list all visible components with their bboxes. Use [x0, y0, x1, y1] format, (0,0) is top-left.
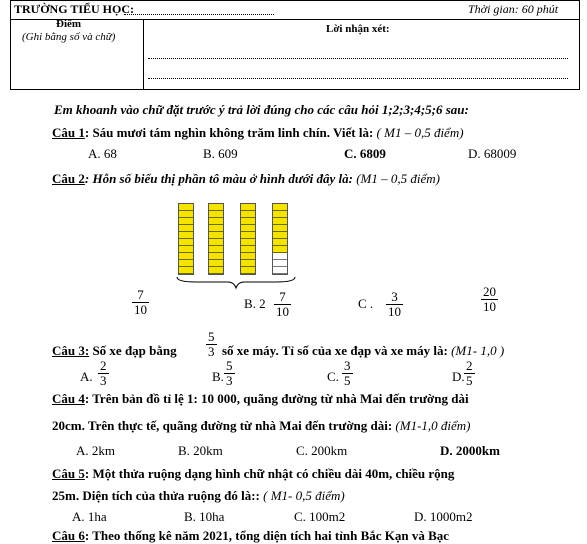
shaded-cell: [179, 211, 193, 218]
q5-label: Câu 5: [52, 466, 85, 481]
shaded-cell: [209, 225, 223, 232]
q4-option-c[interactable]: C. 200km: [296, 443, 348, 458]
q6-label: Câu 6: [52, 528, 85, 543]
q5-line2: 25m. Diện tích của thửa ruộng đó là::: [52, 488, 260, 503]
shaded-cell: [241, 225, 255, 232]
empty-cell: [273, 267, 287, 274]
shaded-cell: [179, 253, 193, 260]
score-subtitle: (Ghi bằng số và chữ): [22, 31, 116, 43]
question-5-line-1: [52, 466, 454, 482]
q2-option-b[interactable]: $\frac{7}{10}$: [276, 289, 289, 319]
school-label: TRƯỜNG TIỂU HỌC:: [14, 2, 135, 16]
q3-text-before: Số xe đạp bằng: [89, 343, 177, 358]
shaded-cell: [241, 239, 255, 246]
school-name-blank[interactable]: [124, 14, 274, 15]
shaded-cell: [179, 204, 193, 211]
q3-option-a[interactable]: $\frac{2}{3}$: [100, 358, 107, 388]
q2-option-b-prefix[interactable]: B. 2: [244, 296, 266, 311]
q2-text: : Hỗn số biểu thị phần tô màu ở hình dưới đây là:: [84, 171, 353, 186]
shaded-cell: [209, 246, 223, 253]
question-2: [52, 171, 440, 187]
q4-option-d[interactable]: D. 2000km: [440, 443, 500, 458]
q4-line2: 20cm. Trên thực tế, quãng đường từ nhà Mai đến trường dài:: [52, 418, 393, 433]
shaded-cell: [179, 218, 193, 225]
q3-text-after: số xe máy. Tỉ số của xe đạp và xe máy là:: [222, 343, 448, 358]
header-divider: [11, 19, 579, 20]
question-3: [52, 343, 177, 359]
q2-option-c-prefix[interactable]: C .: [358, 296, 374, 311]
shaded-cell: [179, 239, 193, 246]
q3-option-c-letter[interactable]: C.: [327, 369, 339, 384]
q3-option-c[interactable]: $\frac{3}{5}$: [344, 358, 351, 388]
question-1: [52, 125, 464, 141]
q5-option-d[interactable]: D. 1000m2: [414, 509, 473, 524]
shaded-bar: [240, 203, 256, 275]
q3-option-d[interactable]: $\frac{2}{5}$: [466, 358, 473, 388]
q2-option-d[interactable]: $\frac{20}{10}$: [483, 284, 496, 314]
q3-option-b[interactable]: $\frac{5}{3}$: [226, 358, 233, 388]
shaded-cell: [209, 218, 223, 225]
shaded-cell: [241, 218, 255, 225]
shaded-cell: [209, 239, 223, 246]
q2-option-a[interactable]: $\frac{7}{10}$: [134, 287, 147, 317]
shaded-cell: [241, 204, 255, 211]
instruction: Em khoanh vào chữ đặt trước ý trả lời đúng cho các câu hỏi 1;2;3;4;5;6 sau:: [54, 102, 469, 117]
q4-line1: : Trên bản đồ tỉ lệ 1: 10 000, quãng đường từ nhà Mai đến trường dài: [84, 391, 469, 406]
question-4-line-2: [52, 418, 471, 434]
q1-option-b[interactable]: B. 609: [203, 146, 238, 161]
shaded-cell: [241, 211, 255, 218]
shaded-bar: [208, 203, 224, 275]
q2-option-c[interactable]: $\frac{3}{10}$: [388, 289, 401, 319]
question-5-line-2: [52, 488, 345, 504]
shaded-cell: [241, 232, 255, 239]
comment-label: Lời nhận xét:: [326, 23, 390, 35]
q3-option-b-letter[interactable]: B.: [212, 369, 224, 384]
q6-text: : Theo thống kê năm 2021, tổng diện tích hai tỉnh Bắc Kạn và Bạc: [84, 528, 450, 543]
shaded-cell: [179, 225, 193, 232]
shaded-cell: [179, 232, 193, 239]
q3-label: Câu 3:: [52, 343, 90, 358]
q5-option-a[interactable]: A. 1ha: [72, 509, 107, 524]
question-6: [52, 528, 449, 544]
question-4-line-1: [52, 391, 469, 407]
shaded-cell: [273, 246, 287, 253]
q1-text: : Sáu mươi tám nghìn không trăm linh chín. Viết là:: [84, 125, 374, 140]
shaded-cell: [179, 246, 193, 253]
q4-label: Câu 4: [52, 391, 85, 406]
q3-option-a-letter[interactable]: A.: [80, 369, 93, 384]
q1-label: Câu 1: [52, 125, 85, 140]
q2-label: Câu 2: [52, 171, 85, 186]
q4-option-b[interactable]: B. 20km: [178, 443, 223, 458]
q1-points: ( M1 – 0,5 điểm): [373, 125, 464, 140]
shaded-cell: [241, 253, 255, 260]
shaded-cell: [273, 204, 287, 211]
q4-option-a[interactable]: A. 2km: [76, 443, 115, 458]
comment-line-2[interactable]: [148, 78, 568, 79]
shaded-cell: [273, 239, 287, 246]
q5-option-c[interactable]: C. 100m2: [294, 509, 346, 524]
q5-points: ( M1- 0,5 điểm): [259, 488, 345, 503]
shaded-cell: [273, 211, 287, 218]
shaded-cell: [179, 260, 193, 267]
shaded-cell: [273, 225, 287, 232]
shaded-cell: [209, 211, 223, 218]
q5-option-b[interactable]: B. 10ha: [184, 509, 225, 524]
q5-line1: : Một thửa ruộng dạng hình chữ nhật có chiều dài 40m, chiều rộng: [84, 466, 455, 481]
q3-text-after-line: [222, 343, 504, 359]
shaded-cell: [209, 267, 223, 274]
q1-option-a[interactable]: A. 68: [88, 146, 117, 161]
shaded-cell: [241, 246, 255, 253]
q2-points: (M1 – 0,5 điểm): [352, 171, 440, 186]
shaded-cell: [241, 267, 255, 274]
score-title: Điểm: [56, 18, 82, 30]
q1-option-d[interactable]: D. 68009: [468, 146, 517, 161]
shaded-cell: [179, 267, 193, 274]
grouping-brace: [176, 276, 296, 290]
shaded-cell: [241, 260, 255, 267]
comment-line-1[interactable]: [148, 58, 568, 59]
shaded-cell: [209, 204, 223, 211]
q4-points: (M1-1,0 điểm): [392, 418, 471, 433]
shaded-bar: [178, 203, 194, 275]
shaded-cell: [209, 253, 223, 260]
empty-cell: [273, 260, 287, 267]
q1-option-c[interactable]: C. 6809: [344, 146, 386, 161]
q3-option-d-letter[interactable]: D.: [452, 369, 465, 384]
header-column-divider: [143, 19, 144, 89]
q3-fraction: $\frac{5}{3}$: [208, 329, 215, 359]
shaded-bar: [272, 203, 288, 275]
time-label: Thời gian: 60 phút: [468, 2, 559, 16]
q3-points: (M1- 1,0 ): [447, 343, 505, 358]
shaded-cell: [273, 232, 287, 239]
empty-cell: [273, 253, 287, 260]
shaded-cell: [209, 232, 223, 239]
shaded-cell: [273, 218, 287, 225]
shaded-cell: [209, 260, 223, 267]
